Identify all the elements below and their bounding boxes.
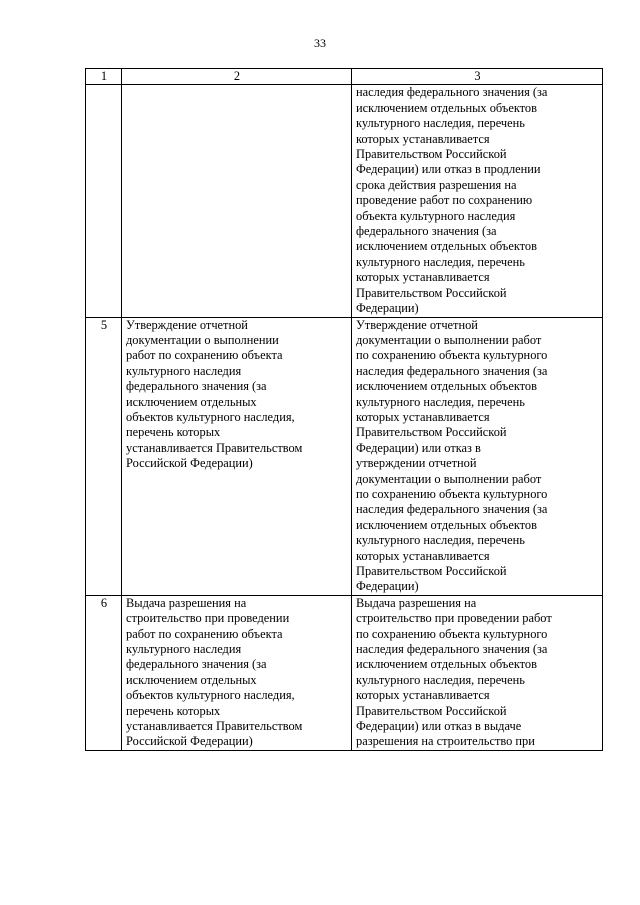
- service-result-cell: Утверждение отчетной документации о выполнении работ по сохранению объекта культурного наследия федерального значения (за исключением отдельных объектов культурного наследия, перечень которых устанавливается Правительством Российской Федерации) или отказ в утверждении отчетной документации о выполнении работ по сохранению объекта культурного наследия федерального значения (за исключением отдельных объектов культурного наследия, перечень которых устанавливается Правительством Российской Федерации): [352, 317, 603, 595]
- table-row: [86, 317, 603, 595]
- services-table: [85, 68, 603, 751]
- row-number: [86, 85, 122, 317]
- header-cell-2: 2: [122, 69, 352, 85]
- table-header-row: [86, 69, 603, 85]
- header-cell-3: 3: [352, 69, 603, 85]
- service-name-cell: [122, 85, 352, 317]
- row-number: 6: [86, 595, 122, 750]
- service-name-cell: Выдача разрешения на строительство при проведении работ по сохранению объекта культурного наследия федерального значения (за исключением отдельных объектов культурного наследия, перечень которых устанавливается Правительством Российской Федерации): [122, 595, 352, 750]
- row-number: 5: [86, 317, 122, 595]
- page-number: 33: [314, 36, 326, 50]
- service-result-cell: наследия федерального значения (за исключением отдельных объектов культурного наследия, перечень которых устанавливается Правительством Российской Федерации) или отказ в продлении срока действия разрешения на проведение работ по сохранению объекта культурного наследия федерального значения (за исключением отдельных объектов культурного наследия, перечень которых устанавливается Правительством Российской Федерации): [352, 85, 603, 317]
- table-row: [86, 85, 603, 317]
- table-row: [86, 595, 603, 750]
- service-name-cell: Утверждение отчетной документации о выполнении работ по сохранению объекта культурного наследия федерального значения (за исключением отдельных объектов культурного наследия, перечень которых устанавливается Правительством Российской Федерации): [122, 317, 352, 595]
- header-cell-1: 1: [86, 69, 122, 85]
- service-result-cell: Выдача разрешения на строительство при проведении работ по сохранению объекта культурного наследия федерального значения (за исключением отдельных объектов культурного наследия, перечень которых устанавливается Правительством Российской Федерации) или отказ в выдаче разрешения на строительство при: [352, 595, 603, 750]
